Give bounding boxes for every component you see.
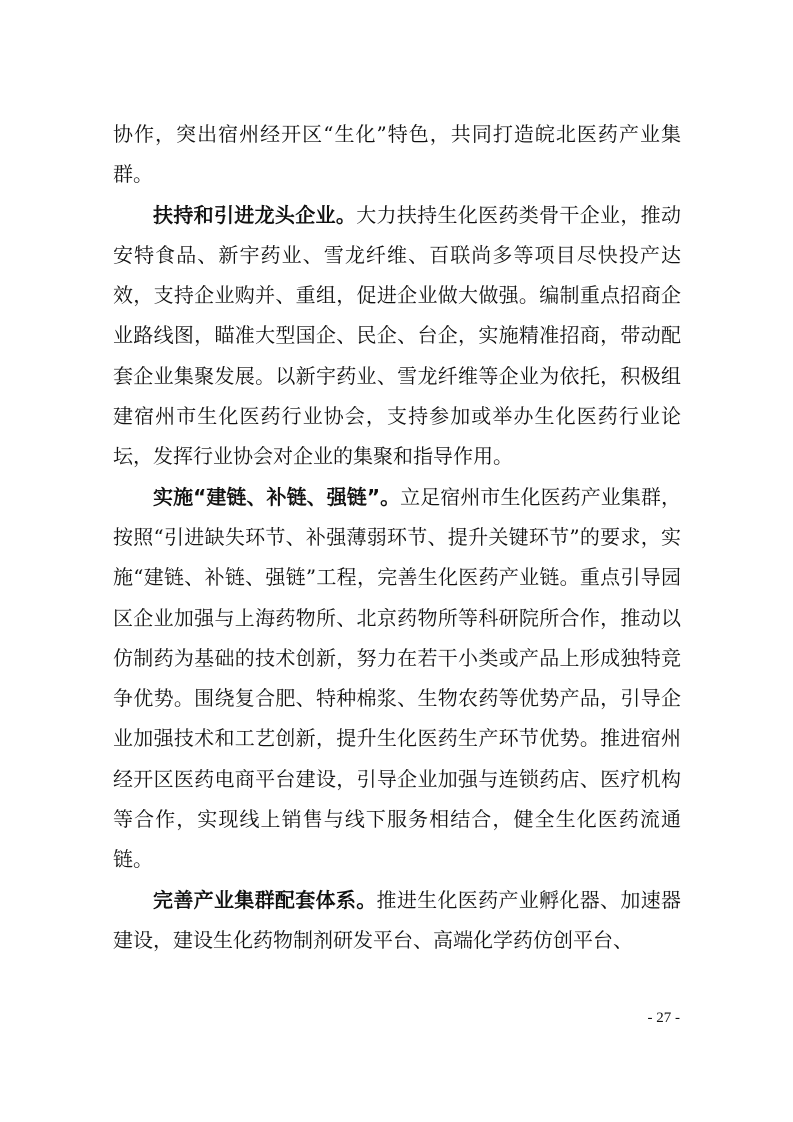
paragraph-lead-heading: 扶持和引进龙头企业。	[153, 202, 357, 227]
paragraph-text: 大力扶持生化医药类骨干企业，推动安特食品、新宇药业、雪龙纤维、百联尚多等项目尽快投产达效，支持企业购并、重组，促进企业做大做强。编制重点招商企业路线图，瞄准大型国企、民企、台企，实施精准招商，带动配套企业集聚发展。以新宇药业、雪龙纤维等企业为依托，积极组建宿州市生化医药行业协会，支持参加或举办生化医药行业论坛，发挥行业协会对企业的集聚和指导作用。	[113, 202, 682, 469]
paragraph-continued	[113, 114, 681, 195]
body-text	[113, 114, 681, 960]
paragraph-industry-chain	[113, 477, 681, 880]
paragraph-lead-heading: 实施“建链、补链、强链”。	[153, 484, 401, 509]
paragraph-text: 协作，突出宿州经开区“生化”特色，共同打造皖北医药产业集群。	[113, 122, 681, 187]
paragraph-lead-heading: 完善产业集群配套体系。	[153, 887, 377, 912]
paragraph-text: 立足宿州市生化医药产业集群，按照“引进缺失环节、补强薄弱环节、提升关键环节”的要求，实施“建链、补链、强链”工程，完善生化医药产业链。重点引导园区企业加强与上海药物所、北京药物所等科研院所合作，推动以仿制药为基础的技术创新，努力在若干小类或产品上形成独特竞争优势。围绕复合肥、特种棉浆、生物农药等优势产品，引导企业加强技术和工艺创新，提升生化医药生产环节优势。推进宿州经开区医药电商平台建设，引导企业加强与连锁药店、医疗机构等合作，实现线上销售与线下服务相结合，健全生化医药流通链。	[113, 484, 681, 872]
paragraph-leading-enterprises	[113, 195, 681, 477]
paragraph-text: 推进生化医药产业孵化器、加速器建设，建设生化药物制剂研发平台、高端化学药仿创平台、	[113, 887, 682, 952]
paragraph-cluster-support	[113, 880, 681, 961]
page-number: - 27 -	[647, 1010, 680, 1026]
